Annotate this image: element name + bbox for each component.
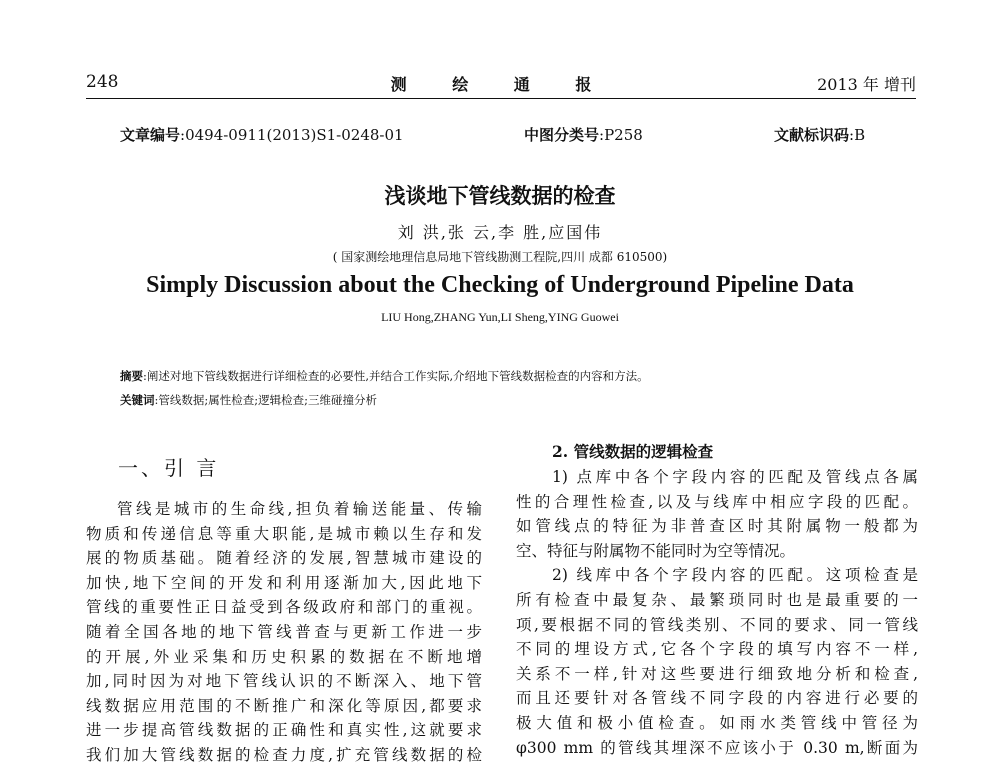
document-code-label: 文献标识码: [774, 126, 850, 144]
body-line: 展的物质基础。随着经济的发展,智慧城市建设的: [86, 549, 482, 568]
affiliation-cn: ( 国家测绘地理信息局地下管线勘测工程院,四川 成都 610500): [332, 250, 668, 264]
article-number-value: :0494-0911(2013)S1-0248-01: [180, 126, 404, 144]
header-rule: [86, 98, 916, 99]
document-code-value: :B: [849, 126, 866, 144]
body-line: 随着全国各地的地下管线普查与更新工作进一步: [86, 622, 482, 641]
article-number-label: 文章编号: [120, 126, 181, 144]
body-line: 管线的重要性正日益受到各级政府和部门的重视。: [86, 598, 482, 617]
body-line: 我们加大管线数据的检查力度,扩充管线数据的检: [86, 745, 482, 764]
body-line: 不同的埋设方式,它各个字段的填写内容不一样,: [516, 640, 918, 659]
body-line: 如管线点的特征为非普查区时其附属物一般都为: [516, 517, 918, 536]
body-line: 加,同时因为对地下管线认识的不断深入、地下管: [86, 672, 482, 691]
body-line: 1) 点库中各个字段内容的匹配及管线点各属: [552, 468, 918, 486]
authors-en: LIU Hong,ZHANG Yun,LI Sheng,YING Guowei: [381, 310, 619, 324]
subsection-heading-logic-check: 2. 管线数据的逻辑检查: [552, 442, 714, 461]
body-line: 而且还要针对各管线不同字段的内容进行必要的: [516, 689, 918, 708]
keywords-text: :管线数据;属性检查;逻辑检查;三维碰撞分析: [154, 393, 377, 407]
body-line: 项,要根据不同的管线类别、不同的要求、同一管线: [516, 615, 918, 634]
document-code: [774, 124, 865, 145]
body-line: φ300 mm 的管线其埋深不应该小于 0.30 m,断面为: [516, 738, 918, 757]
keywords-label: 关键词: [120, 393, 155, 407]
body-line: 空、特征与附属物不能同时为空等情况。: [516, 541, 796, 560]
body-line: 关系不一样,针对这些要进行细致地分析和检查,: [516, 664, 918, 683]
paper-title-en: Simply Discussion about the Checking of Underground Pipeline Data: [146, 272, 854, 298]
clc-label: 中图分类号: [524, 126, 600, 144]
page-number: 248: [86, 72, 119, 92]
paper-title-cn: 浅谈地下管线数据的检查: [384, 183, 616, 208]
journal-name: 测 绘 通 报: [390, 75, 612, 94]
body-line: 进一步提高管线数据的正确性和真实性,这就要求: [86, 721, 482, 740]
clc-value: :P258: [599, 126, 643, 144]
clc-number: [524, 124, 643, 145]
left-column: [86, 497, 482, 768]
body-line: 所有检查中最复杂、最繁琐同时也是最重要的一: [516, 590, 918, 609]
right-column: [516, 465, 918, 760]
article-number: [120, 124, 404, 145]
abstract-text: :阐述对地下管线数据进行详细检查的必要性,并结合工作实际,介绍地下管线数据检查的内容和方法。: [143, 369, 649, 383]
body-line: 管线是城市的生命线,担负着输送能量、传输: [117, 500, 482, 518]
body-line: 加快,地下空间的开发和利用逐渐加大,因此地下: [86, 573, 482, 592]
running-header: [86, 66, 916, 100]
issue-info: 2013 年 增刊: [817, 75, 916, 94]
section-heading-introduction: 一、引 言: [118, 456, 220, 480]
body-line: 2) 线库中各个字段内容的匹配。这项检查是: [552, 566, 918, 585]
body-line: 线数据应用范围的不断推广和深化等原因,都要求: [86, 696, 482, 715]
abstract-label: 摘要: [120, 369, 143, 383]
keywords: [120, 392, 377, 408]
body-line: 的开展,外业采集和历史积累的数据在不断地增: [86, 647, 482, 666]
authors-cn: 刘 洪,张 云,李 胜,应国伟: [397, 223, 603, 242]
abstract: [120, 368, 649, 384]
body-line: 性的合理性检查,以及与线库中相应字段的匹配。: [516, 492, 918, 511]
body-line: 极大值和极小值检查。如雨水类管线中管径为: [516, 713, 918, 732]
body-line: 物质和传递信息等重大职能,是城市赖以生存和发: [86, 524, 482, 543]
